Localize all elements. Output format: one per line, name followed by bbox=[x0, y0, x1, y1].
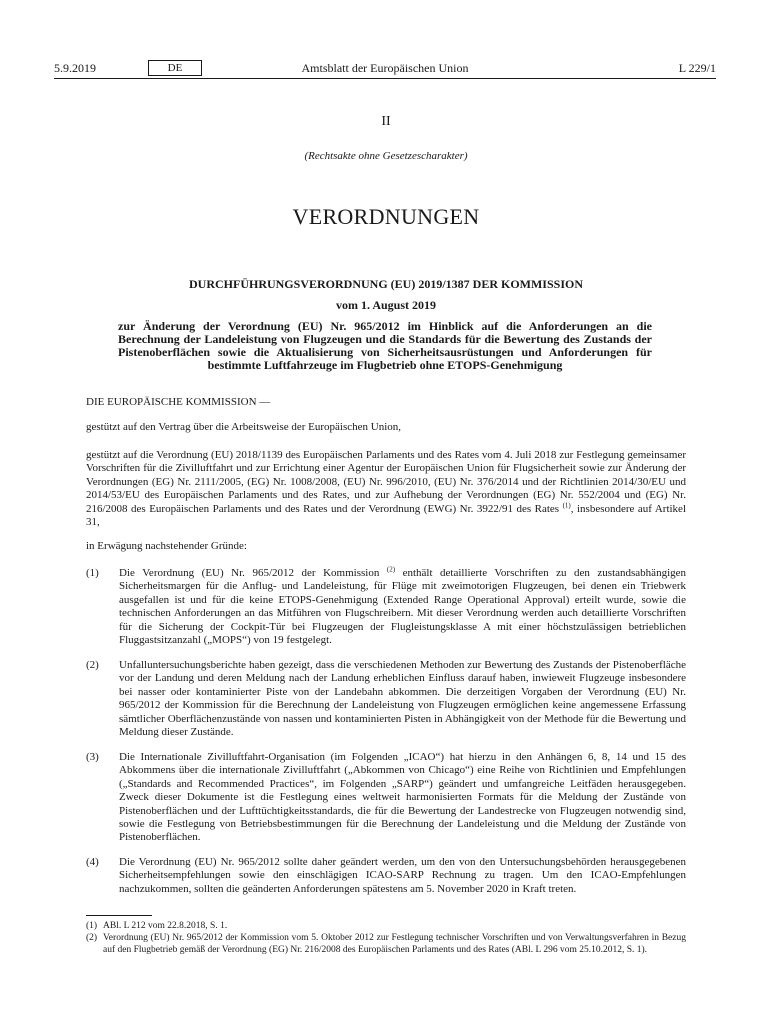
recital-text: Die Verordnung (EU) Nr. 965/2012 der Kommission $^{(2)}$ enthält detaillierte Vorschriften zu den zustandsabhängigen Sicherheitsmargen für die Anflug- und Landeleistung, für Flüge mit zweimotorigen Flugzeugen, bei denen ein Triebwerk ausgefallen ist und für die keine ETOPS-Genehmigung (Extended Range Operational Approval) erteilt wurde, sowie die technischen Anforderungen an das Mitführen von Flugschreibern. Mit dieser Verordnung werden auch detaillierte Vorschriften für die Sicherung der Cockpit-Tür bei Flugzeugen der Flugleistungsklasse A mit einer höchstzulässigen betrieblichen Fluggastsitzanzahl („MOPS“) von 19 festgelegt. bbox=[119, 565, 687, 647]
having-regard-regulation bbox=[86, 449, 686, 529]
regulation-subject: zur Änderung der Verordnung (EU) Nr. 965/2012 im Hinblick auf die Anforderungen an die Berechnung der Landeleistung von Flugzeugen und die Standards für die Bewertung des Zustands der Pistenoberflächen sowie die Aktualisierung von Sicherheitsausrüstungen und Anforderungen für bestimmte Luftfahrzeuge im Flugbetrieb ohne ETOPS-Genehmigung bbox=[118, 319, 652, 372]
header-rule bbox=[54, 78, 716, 79]
recital-text: Unfalluntersuchungsberichte haben gezeigt, dass die verschiedenen Methoden zur Bewertung des Zustands der Pistenoberfläche vor der Landung und deren Meldung nach der Landung erheblichen Einfluss darauf haben, inwieweit Flugzeuge insbesondere bei nasser oder kontaminierter Piste von der Landebahn abkommen. Die derzeitigen Vorgaben der Verordnung (EU) Nr. 965/2012 der Kommission für die Berechnung der Landeleistung von Flugzeugen ermöglichen keine angemessene Erfassung sämtlicher Oberflächenzustände von nassen und kontaminierten Pisten in Abhängigkeit von der Methode für die Bewertung und Meldung dieser Zustände. bbox=[119, 659, 686, 739]
whereas-line: in Erwägung nachstehender Gründe: bbox=[86, 540, 247, 552]
recital-text: Die Internationale Zivilluftfahrt-Organisation (im Folgenden „ICAO“) hat hierzu in den Anhängen 6, 8, 14 und 15 des Abkommens über die internationale Zivilluftfahrt („Abkommen von Chicago“) eine Reihe von Richtlinien und Empfehlungen („Standards and Recommended Practices“, im Folgenden „SARP“) geändert und umfangreiche Leitfäden herausgegeben. Zweck dieser Dokumente ist die Festlegung eines weltweit harmonisierten Formats für die Meldung der Zustände von Pistenoberflächen und der Lufttüchtigkeitsstandards, die für die Bewertung der Landestrecke von Flugzeugen notwendig sind, sowie die Festlegung von Betriebsbestimmungen für die Berechnung der Landeleistung und die Meldung der Zustände von Pistenoberflächen. bbox=[119, 751, 686, 844]
footnote-mark: (2) bbox=[86, 933, 98, 943]
journal-header bbox=[54, 58, 716, 78]
recital-text: Die Verordnung (EU) Nr. 965/2012 sollte daher geändert werden, um den von den Untersuchungsbehörden herausgegebenen Sicherheitsempfehlungen sowie den einschlägigen ICAO-SARP Rechnung zu tragen. Um den ICAO-Empfehlungen nachzukommen, sollten die geänderten Anforderungen spätestens am 5. November 2020 in Kraft treten. bbox=[119, 856, 686, 895]
language-box: DE bbox=[148, 60, 202, 76]
recital-number: (2) bbox=[86, 659, 99, 671]
footnote-ref-2[interactable]: (2) bbox=[386, 565, 396, 574]
journal-name: Amtsblatt der Europäischen Union bbox=[301, 61, 469, 75]
citation-tail: , insbesondere auf Artikel 31, bbox=[86, 502, 686, 529]
footnote-text: Verordnung (EU) Nr. 965/2012 der Kommission vom 5. Oktober 2012 zur Festlegung technischer Vorschriften und von Verwaltungsverfahren in Bezug auf den Flugbetrieb gemäß der Verordnung (EG) Nr. 216/2008 des Europäischen Parlaments und des Rates (ABl. L 296 vom 25.10.2012, S. 1). bbox=[103, 933, 686, 955]
journal-reference: L 229/1 bbox=[678, 61, 716, 75]
section-number: II bbox=[381, 114, 391, 129]
section-title: VERORDNUNGEN bbox=[292, 204, 480, 229]
citation-text: gestützt auf die Verordnung (EU) 2018/1139 des Europäischen Parlaments und des Rates vom 4. Juli 2018 zur Festlegung gemeinsamer Vorschriften für die Zivilluftfahrt und zur Errichtung einer Agentur der Europäischen Union für Flugsicherheit sowie zur Änderung der Verordnungen (EG) Nr. 2111/2005, (EG) Nr. 1008/2008, (EU) Nr. 996/2010, (EU) Nr. 376/2014 und der Richtlinien 2014/30/EU und 2014/53/EU des Europäischen Parlaments und des Rates, und zur Aufhebung der Verordnungen (EG) Nr. 552/2004 und (EG) Nr. 216/2008 des Europäischen Parlaments und des Rates und der Verordnung (EWG) Nr. 3922/91 des Rates bbox=[86, 449, 686, 515]
recital-number: (3) bbox=[86, 751, 99, 763]
recital-number: (4) bbox=[86, 856, 99, 868]
footnote-ref-1[interactable]: (1) bbox=[562, 500, 571, 509]
authority-line: DIE EUROPÄISCHE KOMMISSION — bbox=[86, 396, 271, 408]
regulation-title: DURCHFÜHRUNGSVERORDNUNG (EU) 2019/1387 DER KOMMISSION bbox=[188, 277, 583, 291]
having-regard-treaty: gestützt auf den Vertrag über die Arbeitsweise der Europäischen Union, bbox=[86, 421, 402, 433]
publication-date: 5.9.2019 bbox=[54, 61, 96, 75]
regulation-date: vom 1. August 2019 bbox=[335, 298, 436, 312]
footnote-rule bbox=[86, 915, 152, 916]
recital-number: (1) bbox=[86, 567, 99, 579]
section-subtitle: (Rechtsakte ohne Gesetzescharakter) bbox=[304, 150, 468, 162]
footnote-mark: (1) bbox=[86, 921, 98, 931]
footnote-text: ABl. L 212 vom 22.8.2018, S. 1. bbox=[103, 921, 228, 931]
